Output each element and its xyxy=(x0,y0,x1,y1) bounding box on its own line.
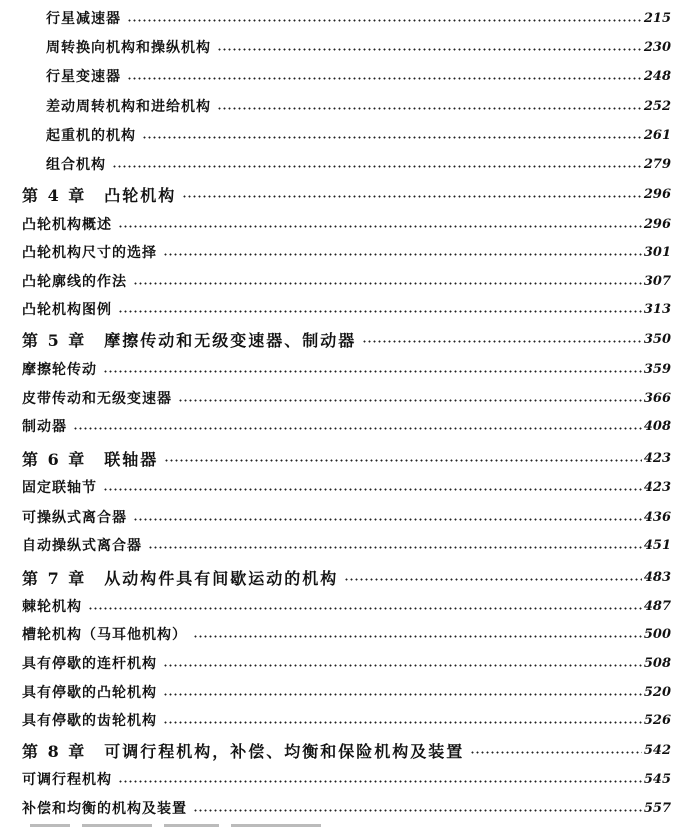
entry-title xyxy=(22,739,470,762)
page-number: 366 xyxy=(643,390,671,406)
entry-title: 可调行程机构 xyxy=(22,772,112,788)
dot-leader xyxy=(163,693,642,696)
entry-title: 行星减速器 xyxy=(46,11,121,27)
dot-leader xyxy=(217,107,642,110)
dot-leader xyxy=(142,136,642,139)
page-number: 408 xyxy=(643,418,671,434)
toc-entry xyxy=(22,651,671,675)
entry-title xyxy=(22,328,362,351)
chapter-number: 第 8 章 xyxy=(22,741,87,761)
entry-title xyxy=(22,447,164,470)
entry-title: 棘轮机构 xyxy=(22,599,82,615)
toc-entry xyxy=(46,64,671,88)
entry-title: 可操纵式离合器 xyxy=(22,510,127,526)
page-number: 423 xyxy=(643,450,671,466)
dot-leader xyxy=(163,664,642,667)
dot-leader xyxy=(164,459,642,462)
dot-leader xyxy=(127,19,642,22)
toc-entry xyxy=(22,386,671,410)
entry-title xyxy=(22,566,344,589)
page-number: 483 xyxy=(643,569,671,585)
page-number: 423 xyxy=(643,479,671,495)
dot-leader xyxy=(133,282,642,285)
toc-entry xyxy=(46,94,671,118)
dot-leader xyxy=(344,578,642,581)
toc-entry xyxy=(46,123,671,147)
toc-entry xyxy=(22,505,671,529)
toc-entry xyxy=(22,357,671,381)
dot-leader xyxy=(127,77,642,80)
entry-title: 槽轮机构（马耳他机构） xyxy=(22,627,187,643)
entry-title: 补偿和均衡的机构及装置 xyxy=(22,801,187,817)
chapter-number: 第 6 章 xyxy=(22,449,87,469)
dot-leader xyxy=(118,225,642,228)
toc-entry xyxy=(22,594,671,618)
dot-leader xyxy=(112,165,642,168)
page-number: 301 xyxy=(643,244,671,260)
toc-entry xyxy=(22,767,671,791)
page-number: 252 xyxy=(643,98,671,114)
toc-entry xyxy=(46,152,671,176)
entry-title: 摩擦轮传动 xyxy=(22,362,97,378)
chapter-title: 联轴器 xyxy=(104,449,159,469)
page-number: 279 xyxy=(643,156,671,172)
dot-leader xyxy=(103,488,642,491)
page-number: 350 xyxy=(643,331,671,347)
dot-leader xyxy=(182,195,642,198)
page-number: 313 xyxy=(643,301,671,317)
chapter-number: 第 7 章 xyxy=(22,568,87,588)
page-number: 307 xyxy=(643,273,671,289)
page-number: 230 xyxy=(643,39,671,55)
page-number: 508 xyxy=(643,655,671,671)
entry-title: 皮带传动和无级变速器 xyxy=(22,391,172,407)
dot-leader xyxy=(163,253,642,256)
entry-title: 凸轮廓线的作法 xyxy=(22,274,127,290)
toc-entry xyxy=(22,240,671,264)
dot-leader xyxy=(133,518,642,521)
entry-title: 组合机构 xyxy=(46,157,106,173)
dot-leader xyxy=(118,780,642,783)
entry-title: 周转换向机构和操纵机构 xyxy=(46,40,211,56)
dot-leader xyxy=(193,809,642,812)
entry-title xyxy=(22,183,182,206)
entry-title: 固定联轴节 xyxy=(22,480,97,496)
entry-title: 起重机的机构 xyxy=(46,128,136,144)
dot-leader xyxy=(103,370,642,373)
page-number: 215 xyxy=(643,10,671,26)
toc-entry xyxy=(22,622,671,646)
page-number: 542 xyxy=(643,742,671,758)
dot-leader xyxy=(73,427,642,430)
entry-title: 自动操纵式离合器 xyxy=(22,538,142,554)
chapter-entry xyxy=(22,446,671,470)
chapter-title: 凸轮机构 xyxy=(104,185,177,205)
page-number: 261 xyxy=(643,127,671,143)
dot-leader xyxy=(193,635,642,638)
chapter-title: 摩擦传动和无级变速器、制动器 xyxy=(104,330,357,350)
toc-entry xyxy=(46,35,671,59)
page-number: 557 xyxy=(643,800,671,816)
chapter-title: 可调行程机构，补偿、均衡和保险机构及装置 xyxy=(104,741,465,761)
dot-leader xyxy=(163,721,642,724)
entry-title: 制动器 xyxy=(22,419,67,435)
entry-title: 凸轮机构概述 xyxy=(22,217,112,233)
cut-off-line xyxy=(30,815,670,827)
entry-title: 行星变速器 xyxy=(46,69,121,85)
page-number: 500 xyxy=(643,626,671,642)
entry-title: 具有停歇的连杆机构 xyxy=(22,656,157,672)
dot-leader xyxy=(178,399,642,402)
toc-entry xyxy=(22,533,671,557)
toc-entry xyxy=(22,708,671,732)
page-number: 487 xyxy=(643,598,671,614)
toc-entry xyxy=(46,6,671,30)
chapter-number: 第 5 章 xyxy=(22,330,87,350)
dot-leader xyxy=(362,340,642,343)
page-number: 545 xyxy=(643,771,671,787)
page-number: 296 xyxy=(643,186,671,202)
chapter-entry xyxy=(22,565,671,589)
chapter-entry xyxy=(22,327,671,351)
toc-entry xyxy=(22,680,671,704)
page-number: 248 xyxy=(643,68,671,84)
dot-leader xyxy=(88,607,642,610)
page-number: 359 xyxy=(643,361,671,377)
entry-title: 差动周转机构和进给机构 xyxy=(46,99,211,115)
page-number: 520 xyxy=(643,684,671,700)
entry-title: 具有停歇的凸轮机构 xyxy=(22,685,157,701)
chapter-title: 从动构件具有间歇运动的机构 xyxy=(104,568,339,588)
toc-entry xyxy=(22,297,671,321)
toc-entry xyxy=(22,212,671,236)
toc-entry xyxy=(22,269,671,293)
page-number: 296 xyxy=(643,216,671,232)
chapter-number: 第 4 章 xyxy=(22,185,87,205)
chapter-entry xyxy=(22,182,671,206)
dot-leader xyxy=(470,751,642,754)
dot-leader xyxy=(118,310,642,313)
toc-entry xyxy=(22,475,671,499)
page-number: 451 xyxy=(643,537,671,553)
entry-title: 具有停歇的齿轮机构 xyxy=(22,713,157,729)
entry-title: 凸轮机构图例 xyxy=(22,302,112,318)
dot-leader xyxy=(148,546,642,549)
page-number: 526 xyxy=(643,712,671,728)
toc-entry xyxy=(22,414,671,438)
chapter-entry xyxy=(22,738,671,762)
entry-title: 凸轮机构尺寸的选择 xyxy=(22,245,157,261)
page-number: 436 xyxy=(643,509,671,525)
dot-leader xyxy=(217,48,642,51)
